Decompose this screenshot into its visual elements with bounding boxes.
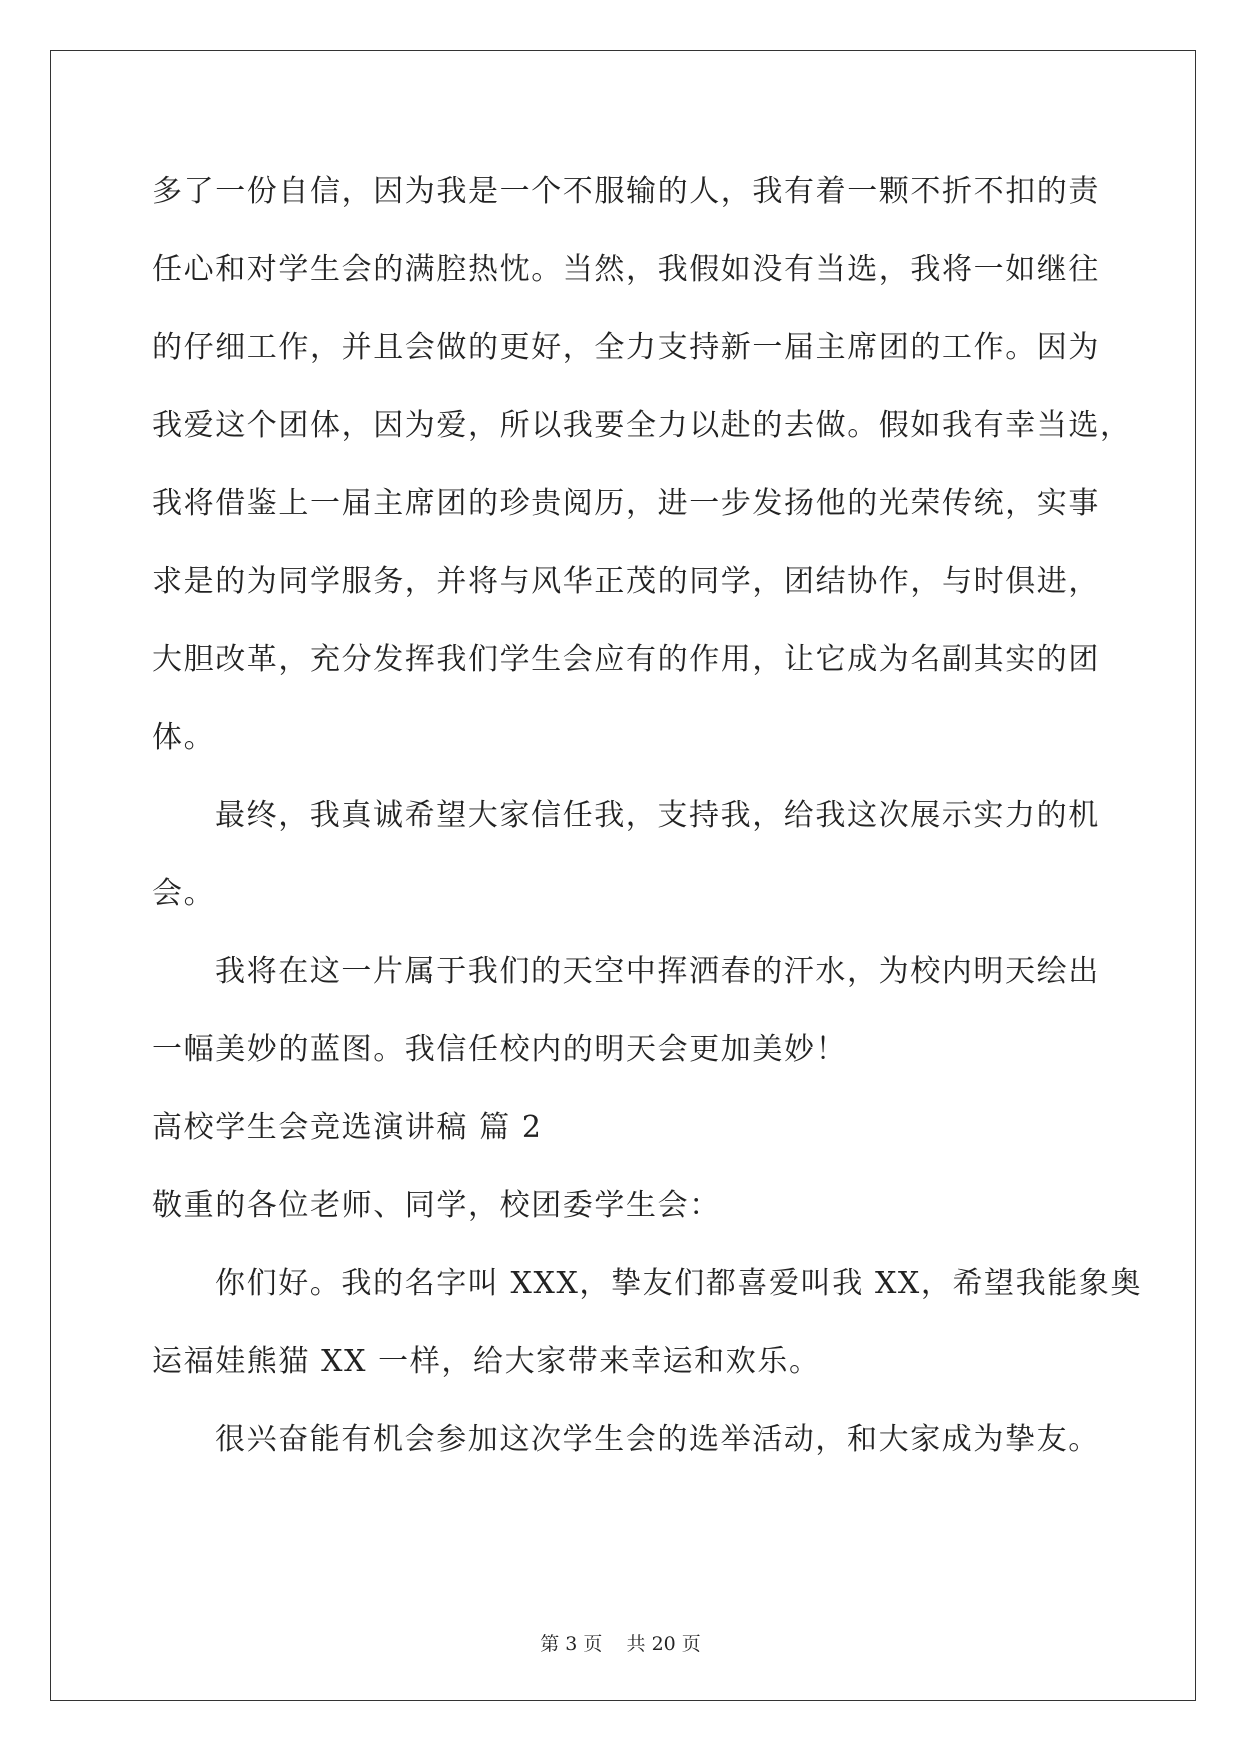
body-line-6: 求是的为同学服务，并将与风华正茂的同学，团结协作，与时俱进， [152,564,1100,599]
salutation: 敬重的各位老师、同学，校团委学生会： [152,1188,721,1223]
body-line-8: 体。 [152,720,216,755]
body-line-7: 大胆改革，充分发挥我们学生会应有的作用，让它成为名副其实的团 [152,642,1100,677]
body-line-9: 最终，我真诚希望大家信任我，支持我，给我这次展示实力的机 [215,798,1100,833]
body-line-5: 我将借鉴上一届主席团的珍贵阅历，进一步发扬他的光荣传统，实事 [152,486,1100,521]
body-line-1: 多了一份自信，因为我是一个不服输的人，我有着一颗不折不扣的责 [152,174,1100,209]
body-line-17: 很兴奋能有机会参加这次学生会的选举活动，和大家成为挚友。 [215,1422,1100,1457]
body-line-4: 我爱这个团体，因为爱，所以我要全力以赴的去做。假如我有幸当选， [152,408,1132,443]
body-line-2: 任心和对学生会的满腔热忱。当然，我假如没有当选，我将一如继往 [152,252,1100,287]
body-line-16: 运福娃熊猫 XX 一样，给大家带来幸运和欢乐。 [152,1344,821,1379]
section-heading: 高校学生会竞选演讲稿 篇 2 [152,1110,543,1145]
body-line-15: 你们好。我的名字叫 XXX，挚友们都喜爱叫我 XX，希望我能象奥 [215,1266,1143,1301]
body-line-11: 我将在这一片属于我们的天空中挥洒春的汗水，为校内明天绘出 [215,954,1100,989]
page-number-footer: 第 3 页 共 20 页 [540,1633,701,1655]
body-line-12: 一幅美妙的蓝图。我信任校内的明天会更加美妙！ [152,1032,848,1067]
body-line-3: 的仔细工作，并且会做的更好，全力支持新一届主席团的工作。因为 [152,330,1100,365]
body-line-10: 会。 [152,876,216,911]
